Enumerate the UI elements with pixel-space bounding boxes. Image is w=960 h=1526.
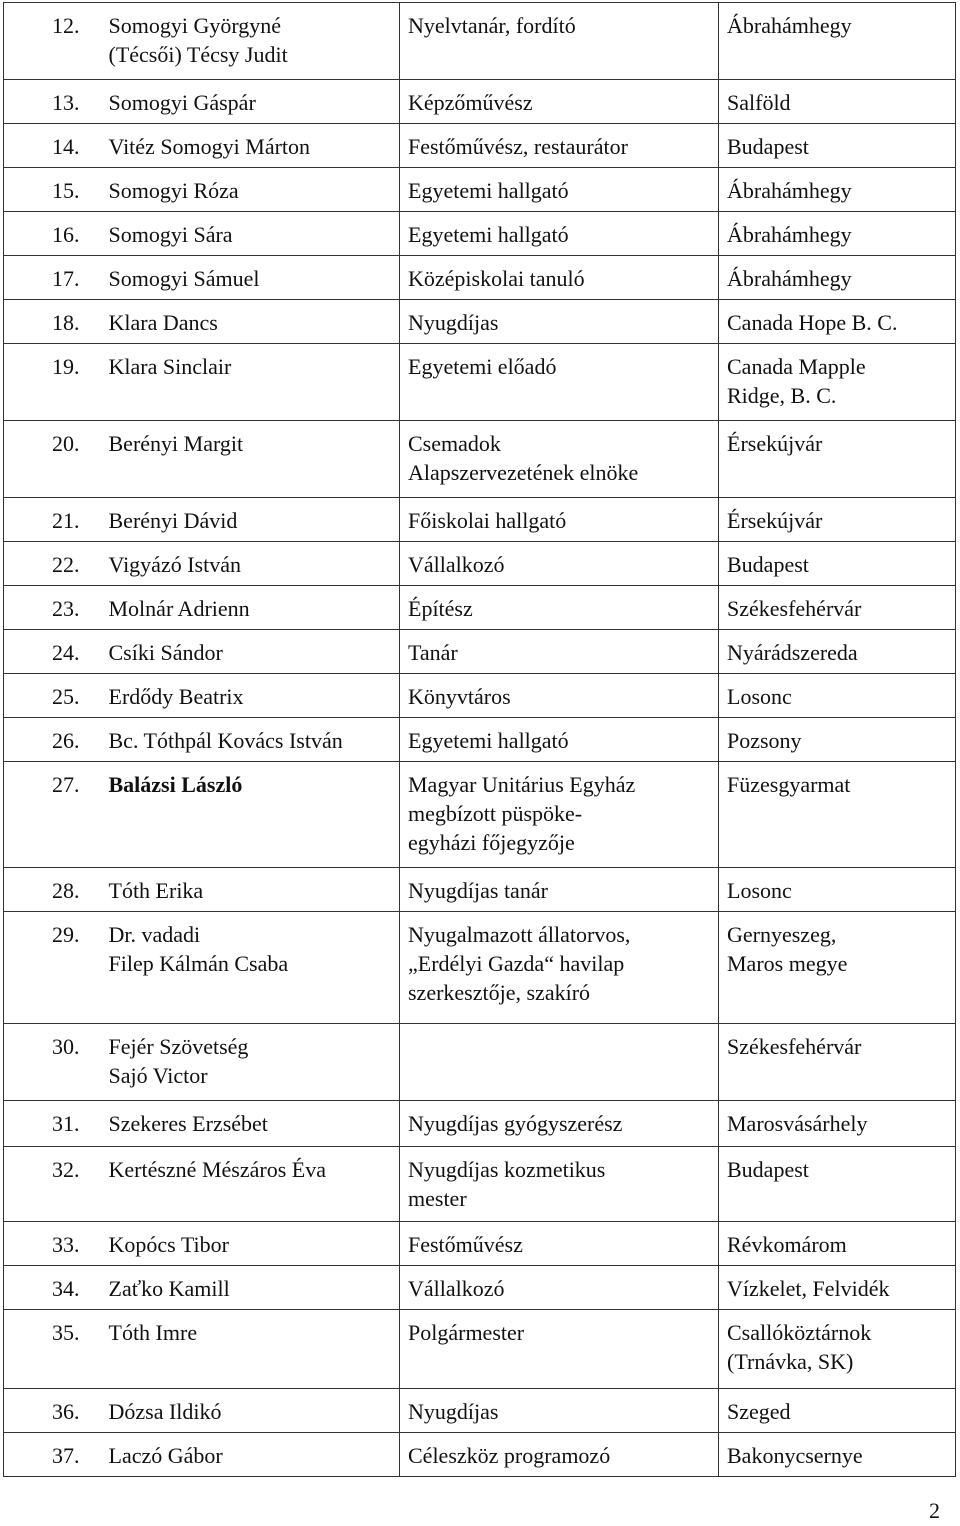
row-number: 23.: [52, 596, 80, 621]
table-row: [4, 1024, 956, 1101]
table-row: [4, 124, 956, 168]
person-name: Klara Sinclair: [108, 354, 232, 379]
place-cell: [719, 1147, 956, 1222]
occupation-cell: [400, 300, 719, 344]
person-name-line: Filep Kálmán Csaba: [108, 951, 289, 976]
row-number-cell: [4, 3, 103, 80]
person-name: Laczó Gábor: [108, 1443, 223, 1468]
place: Budapest: [727, 552, 809, 577]
place-cell: [719, 762, 956, 868]
place: Füzesgyarmat: [727, 772, 851, 797]
table-row: [4, 1310, 956, 1389]
occupation-cell: [400, 1147, 719, 1222]
row-number-cell: [4, 344, 103, 421]
person-name: Molnár Adrienn: [108, 596, 250, 621]
place: Ábrahámhegy: [727, 13, 852, 38]
person-name-line: Sajó Victor: [108, 1063, 208, 1088]
place: Ábrahámhegy: [727, 266, 852, 291]
occupation-cell: [400, 1433, 719, 1477]
place: Losonc: [727, 878, 792, 903]
row-number: 33.: [52, 1232, 80, 1257]
occupation: Nyugdíjas gyógyszerész: [408, 1111, 623, 1136]
row-number: 18.: [52, 310, 80, 335]
place-cell: [719, 586, 956, 630]
occupation: Vállalkozó: [408, 1276, 505, 1301]
place: Budapest: [727, 1157, 809, 1182]
person-name: Fejér Szövetség: [108, 1034, 249, 1059]
person-name-cell: [103, 868, 400, 912]
table-row: [4, 718, 956, 762]
row-number: 31.: [52, 1111, 80, 1136]
row-number: 29.: [52, 922, 80, 947]
place-cell: [719, 1389, 956, 1433]
person-name-cell: [103, 718, 400, 762]
row-number-cell: [4, 1024, 103, 1101]
occupation: Építész: [408, 596, 473, 621]
row-number-cell: [4, 868, 103, 912]
person-name: Berényi Dávid: [108, 508, 238, 533]
place: Canada Mapple: [727, 354, 866, 379]
occupation-cell: [400, 1389, 719, 1433]
members-table: [3, 2, 956, 1477]
place-cell: [719, 498, 956, 542]
place: Érsekújvár: [727, 431, 823, 456]
person-name-cell: [103, 586, 400, 630]
row-number-cell: [4, 300, 103, 344]
table-row: [4, 300, 956, 344]
occupation-line: mester: [408, 1186, 467, 1211]
row-number-cell: [4, 421, 103, 498]
place: Csallóköztárnok: [727, 1320, 872, 1345]
place: Budapest: [727, 134, 809, 159]
place: Gernyeszeg,: [727, 922, 837, 947]
row-number-cell: [4, 80, 103, 124]
place-cell: [719, 868, 956, 912]
place: Pozsony: [727, 728, 802, 753]
person-name-cell: [103, 421, 400, 498]
row-number: 17.: [52, 266, 80, 291]
row-number-cell: [4, 1222, 103, 1266]
row-number-cell: [4, 586, 103, 630]
person-name-cell: [103, 344, 400, 421]
place-cell: [719, 674, 956, 718]
row-number-cell: [4, 498, 103, 542]
occupation: Könyvtáros: [408, 684, 511, 709]
occupation-cell: [400, 1222, 719, 1266]
occupation-cell: [400, 1101, 719, 1147]
table-row: [4, 212, 956, 256]
occupation: Festőművész, restaurátor: [408, 134, 628, 159]
table-row: [4, 344, 956, 421]
person-name-cell: [103, 212, 400, 256]
person-name-cell: [103, 1389, 400, 1433]
place: Székesfehérvár: [727, 1034, 862, 1059]
person-name: Tóth Erika: [108, 878, 204, 903]
person-name: Somogyi Sámuel: [108, 266, 260, 291]
place-cell: [719, 421, 956, 498]
person-name-cell: [103, 630, 400, 674]
occupation: Képzőművész: [408, 90, 533, 115]
table-row: [4, 256, 956, 300]
row-number: 32.: [52, 1157, 80, 1182]
person-name: Dózsa Ildikó: [108, 1399, 222, 1424]
table-row: [4, 762, 956, 868]
person-name: Kopócs Tibor: [108, 1232, 229, 1257]
place: Ábrahámhegy: [727, 178, 852, 203]
person-name: Erdődy Beatrix: [108, 684, 244, 709]
place-cell: [719, 542, 956, 586]
person-name: Somogyi Sára: [108, 222, 233, 247]
place-line: Ridge, B. C.: [727, 383, 837, 408]
occupation: Főiskolai hallgató: [408, 508, 567, 533]
occupation-cell: [400, 1266, 719, 1310]
members-table-body: [4, 3, 956, 1477]
table-row: [4, 1101, 956, 1147]
occupation-line: szerkesztője, szakíró: [408, 980, 591, 1005]
occupation-cell: [400, 3, 719, 80]
occupation: Nyugdíjas kozmetikus: [408, 1157, 606, 1182]
row-number-cell: [4, 718, 103, 762]
row-number-cell: [4, 1101, 103, 1147]
place: Losonc: [727, 684, 792, 709]
table-row: [4, 912, 956, 1024]
place: Canada Hope B. C.: [727, 310, 898, 335]
row-number: 27.: [52, 772, 80, 797]
table-row: [4, 1389, 956, 1433]
person-name: Balázsi László: [108, 772, 243, 797]
place: Vízkelet, Felvidék: [727, 1276, 890, 1301]
table-row: [4, 421, 956, 498]
person-name-line: (Técsői) Técsy Judit: [108, 42, 288, 67]
row-number: 12.: [52, 13, 80, 38]
occupation-cell: [400, 256, 719, 300]
person-name-cell: [103, 168, 400, 212]
place: Nyárádszereda: [727, 640, 858, 665]
person-name-cell: [103, 498, 400, 542]
row-number-cell: [4, 1266, 103, 1310]
person-name: Bc. Tóthpál Kovács István: [108, 728, 343, 753]
row-number: 25.: [52, 684, 80, 709]
row-number: 21.: [52, 508, 80, 533]
occupation-cell: [400, 421, 719, 498]
person-name: Szekeres Erzsébet: [108, 1111, 268, 1136]
occupation: Nyelvtanár, fordító: [408, 13, 576, 38]
place: Salföld: [727, 90, 791, 115]
place-cell: [719, 1024, 956, 1101]
place-cell: [719, 168, 956, 212]
place-cell: [719, 344, 956, 421]
place-cell: [719, 1222, 956, 1266]
person-name-cell: [103, 300, 400, 344]
row-number: 22.: [52, 552, 80, 577]
occupation: Nyugalmazott állatorvos,: [408, 922, 631, 947]
occupation: Egyetemi hallgató: [408, 222, 569, 247]
table-row: [4, 868, 956, 912]
row-number: 24.: [52, 640, 80, 665]
person-name: Dr. vadadi: [108, 922, 201, 947]
person-name-cell: [103, 80, 400, 124]
person-name-cell: [103, 124, 400, 168]
row-number-cell: [4, 1389, 103, 1433]
table-row: [4, 168, 956, 212]
place-cell: [719, 630, 956, 674]
table-row: [4, 1222, 956, 1266]
table-row: [4, 1266, 956, 1310]
row-number: 20.: [52, 431, 80, 456]
occupation: Polgármester: [408, 1320, 525, 1345]
person-name: Klara Dancs: [108, 310, 218, 335]
occupation-line: megbízott püspöke-: [408, 801, 583, 826]
place-cell: [719, 300, 956, 344]
table-row: [4, 630, 956, 674]
occupation: Egyetemi hallgató: [408, 728, 569, 753]
occupation: Középiskolai tanuló: [408, 266, 585, 291]
row-number: 26.: [52, 728, 80, 753]
place-cell: [719, 1101, 956, 1147]
place-cell: [719, 3, 956, 80]
table-row: [4, 1147, 956, 1222]
person-name: Kertészné Mészáros Éva: [108, 1157, 326, 1182]
occupation-cell: [400, 718, 719, 762]
table-row: [4, 1433, 956, 1477]
occupation: Egyetemi hallgató: [408, 178, 569, 203]
row-number: 37.: [52, 1443, 80, 1468]
place-line: Maros megye: [727, 951, 848, 976]
place-cell: [719, 256, 956, 300]
row-number-cell: [4, 212, 103, 256]
row-number-cell: [4, 542, 103, 586]
occupation: Egyetemi előadó: [408, 354, 557, 379]
table-row: [4, 498, 956, 542]
occupation-cell: [400, 1310, 719, 1389]
occupation-cell: [400, 912, 719, 1024]
row-number-cell: [4, 256, 103, 300]
person-name-cell: [103, 542, 400, 586]
occupation-cell: [400, 868, 719, 912]
table-row: [4, 674, 956, 718]
row-number-cell: [4, 762, 103, 868]
person-name-cell: [103, 1266, 400, 1310]
person-name-cell: [103, 1222, 400, 1266]
place: Szeged: [727, 1399, 791, 1424]
occupation-cell: [400, 630, 719, 674]
occupation-cell: [400, 124, 719, 168]
person-name: Vitéz Somogyi Márton: [108, 134, 311, 159]
row-number: 16.: [52, 222, 80, 247]
row-number: 14.: [52, 134, 80, 159]
person-name: Vigyázó István: [108, 552, 241, 577]
occupation-cell: [400, 542, 719, 586]
person-name-cell: [103, 256, 400, 300]
occupation: Csemadok: [408, 431, 501, 456]
person-name: Csíki Sándor: [108, 640, 223, 665]
person-name: Zaťko Kamill: [108, 1276, 230, 1301]
occupation-cell: [400, 168, 719, 212]
row-number: 15.: [52, 178, 80, 203]
row-number: 36.: [52, 1399, 80, 1424]
place-cell: [719, 124, 956, 168]
occupation-cell: [400, 762, 719, 868]
place: Révkomárom: [727, 1232, 847, 1257]
occupation: Nyugdíjas tanár: [408, 878, 548, 903]
occupation: Céleszköz programozó: [408, 1443, 611, 1468]
row-number-cell: [4, 912, 103, 1024]
row-number-cell: [4, 630, 103, 674]
occupation: Tanár: [408, 640, 458, 665]
person-name-cell: [103, 1147, 400, 1222]
place-line: (Trnávka, SK): [727, 1349, 854, 1374]
place: Érsekújvár: [727, 508, 823, 533]
table-row: [4, 80, 956, 124]
row-number-cell: [4, 1433, 103, 1477]
person-name: Somogyi Gáspár: [108, 90, 256, 115]
person-name: Somogyi Györgyné: [108, 13, 282, 38]
occupation-line: Alapszervezetének elnöke: [408, 460, 639, 485]
occupation-cell: [400, 586, 719, 630]
occupation-cell: [400, 1024, 719, 1101]
row-number: 30.: [52, 1034, 80, 1059]
row-number: 19.: [52, 354, 80, 379]
person-name-cell: [103, 762, 400, 868]
occupation-cell: [400, 212, 719, 256]
place-cell: [719, 1310, 956, 1389]
row-number: 28.: [52, 878, 80, 903]
person-name-cell: [103, 912, 400, 1024]
occupation-line: „Erdélyi Gazda“ havilap: [408, 951, 625, 976]
table-row: [4, 542, 956, 586]
row-number-cell: [4, 124, 103, 168]
row-number-cell: [4, 1310, 103, 1389]
person-name: Berényi Margit: [108, 431, 244, 456]
occupation-cell: [400, 674, 719, 718]
occupation-cell: [400, 80, 719, 124]
row-number: 34.: [52, 1276, 80, 1301]
place-cell: [719, 912, 956, 1024]
page-number: 2: [929, 1498, 940, 1523]
row-number-cell: [4, 674, 103, 718]
person-name-cell: [103, 674, 400, 718]
person-name-cell: [103, 3, 400, 80]
occupation: Festőművész: [408, 1232, 523, 1257]
occupation: Vállalkozó: [408, 552, 505, 577]
table-row: [4, 3, 956, 80]
place: Székesfehérvár: [727, 596, 862, 621]
person-name-cell: [103, 1310, 400, 1389]
person-name-cell: [103, 1101, 400, 1147]
row-number-cell: [4, 1147, 103, 1222]
occupation: Magyar Unitárius Egyház: [408, 772, 636, 797]
occupation-cell: [400, 498, 719, 542]
occupation: Nyugdíjas: [408, 310, 499, 335]
place-cell: [719, 212, 956, 256]
occupation: Nyugdíjas: [408, 1399, 499, 1424]
person-name-cell: [103, 1433, 400, 1477]
place-cell: [719, 1433, 956, 1477]
table-row: [4, 586, 956, 630]
place-cell: [719, 1266, 956, 1310]
place-cell: [719, 718, 956, 762]
place: Marosvásárhely: [727, 1111, 868, 1136]
row-number-cell: [4, 168, 103, 212]
row-number: 13.: [52, 90, 80, 115]
person-name-cell: [103, 1024, 400, 1101]
person-name: Tóth Imre: [108, 1320, 198, 1345]
occupation-cell: [400, 344, 719, 421]
place-cell: [719, 80, 956, 124]
row-number: 35.: [52, 1320, 80, 1345]
person-name: Somogyi Róza: [108, 178, 239, 203]
occupation-line: egyházi főjegyzője: [408, 830, 575, 855]
place: Bakonycsernye: [727, 1443, 863, 1468]
place: Ábrahámhegy: [727, 222, 852, 247]
